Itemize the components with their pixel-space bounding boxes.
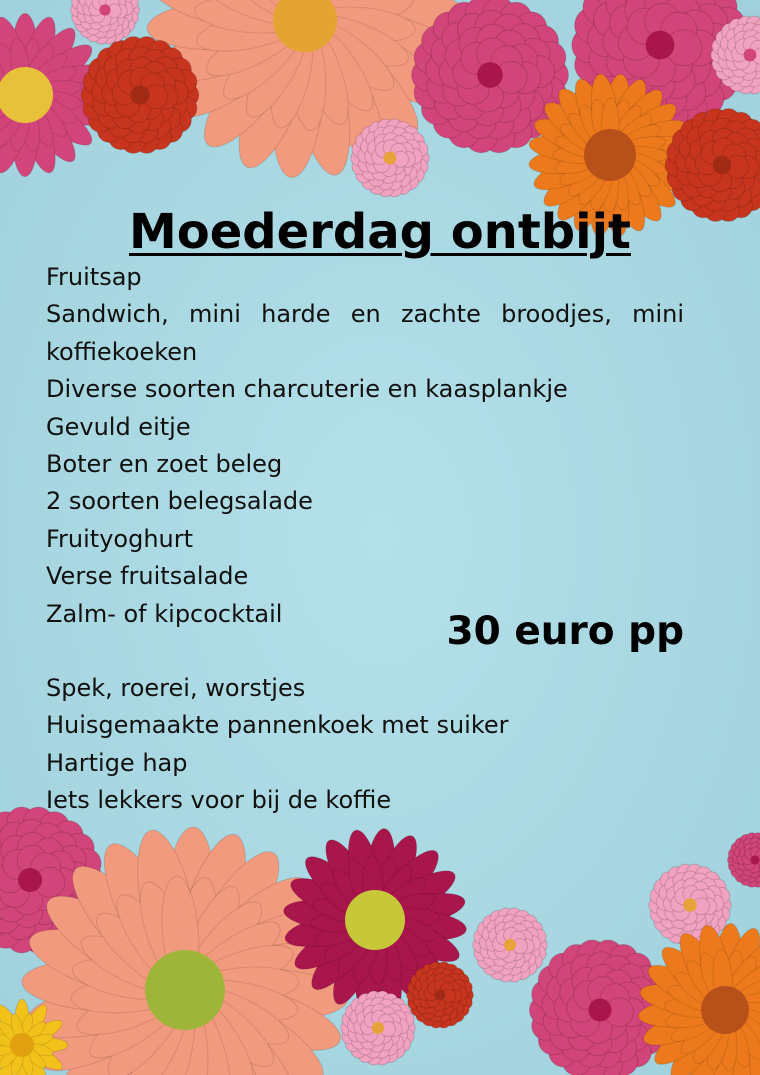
menu-list-top (46, 259, 684, 633)
menu-list-bottom (46, 670, 684, 820)
menu-item: Iets lekkers voor bij de koffie (46, 786, 392, 815)
menu-item: Diverse soorten charcuterie en kaasplankje (46, 375, 568, 404)
price-label: 30 euro pp (446, 609, 684, 654)
pompom-flower-icon (407, 962, 474, 1028)
menu-item: Fruityoghurt (46, 524, 194, 553)
pompom-flower-icon (728, 833, 760, 887)
pompom-flower-icon (473, 908, 547, 982)
menu-item: Huisgemaakte pannenkoek met suiker (46, 711, 509, 740)
pompom-flower-icon (341, 991, 415, 1065)
menu-item: Gevuld eitje (46, 412, 191, 441)
menu-item: 2 soorten belegsalade (46, 487, 313, 516)
menu-item: Zalm- of kipcocktail (46, 599, 283, 628)
pompom-flower-icon (351, 119, 429, 197)
menu-item: Sandwich, mini harde en zachte broodjes, mini koffiekoeken (46, 300, 684, 366)
menu-item: Verse fruitsalade (46, 562, 249, 591)
menu-item: Boter en zoet beleg (46, 450, 283, 479)
menu-item: Fruitsap (46, 263, 142, 291)
poster-title: Moederdag ontbijt (128, 204, 631, 260)
pompom-flower-icon (649, 864, 731, 946)
menu-item: Hartige hap (46, 748, 188, 777)
menu-item: Spek, roerei, worstjes (46, 674, 306, 702)
pompom-flower-icon (81, 37, 199, 154)
